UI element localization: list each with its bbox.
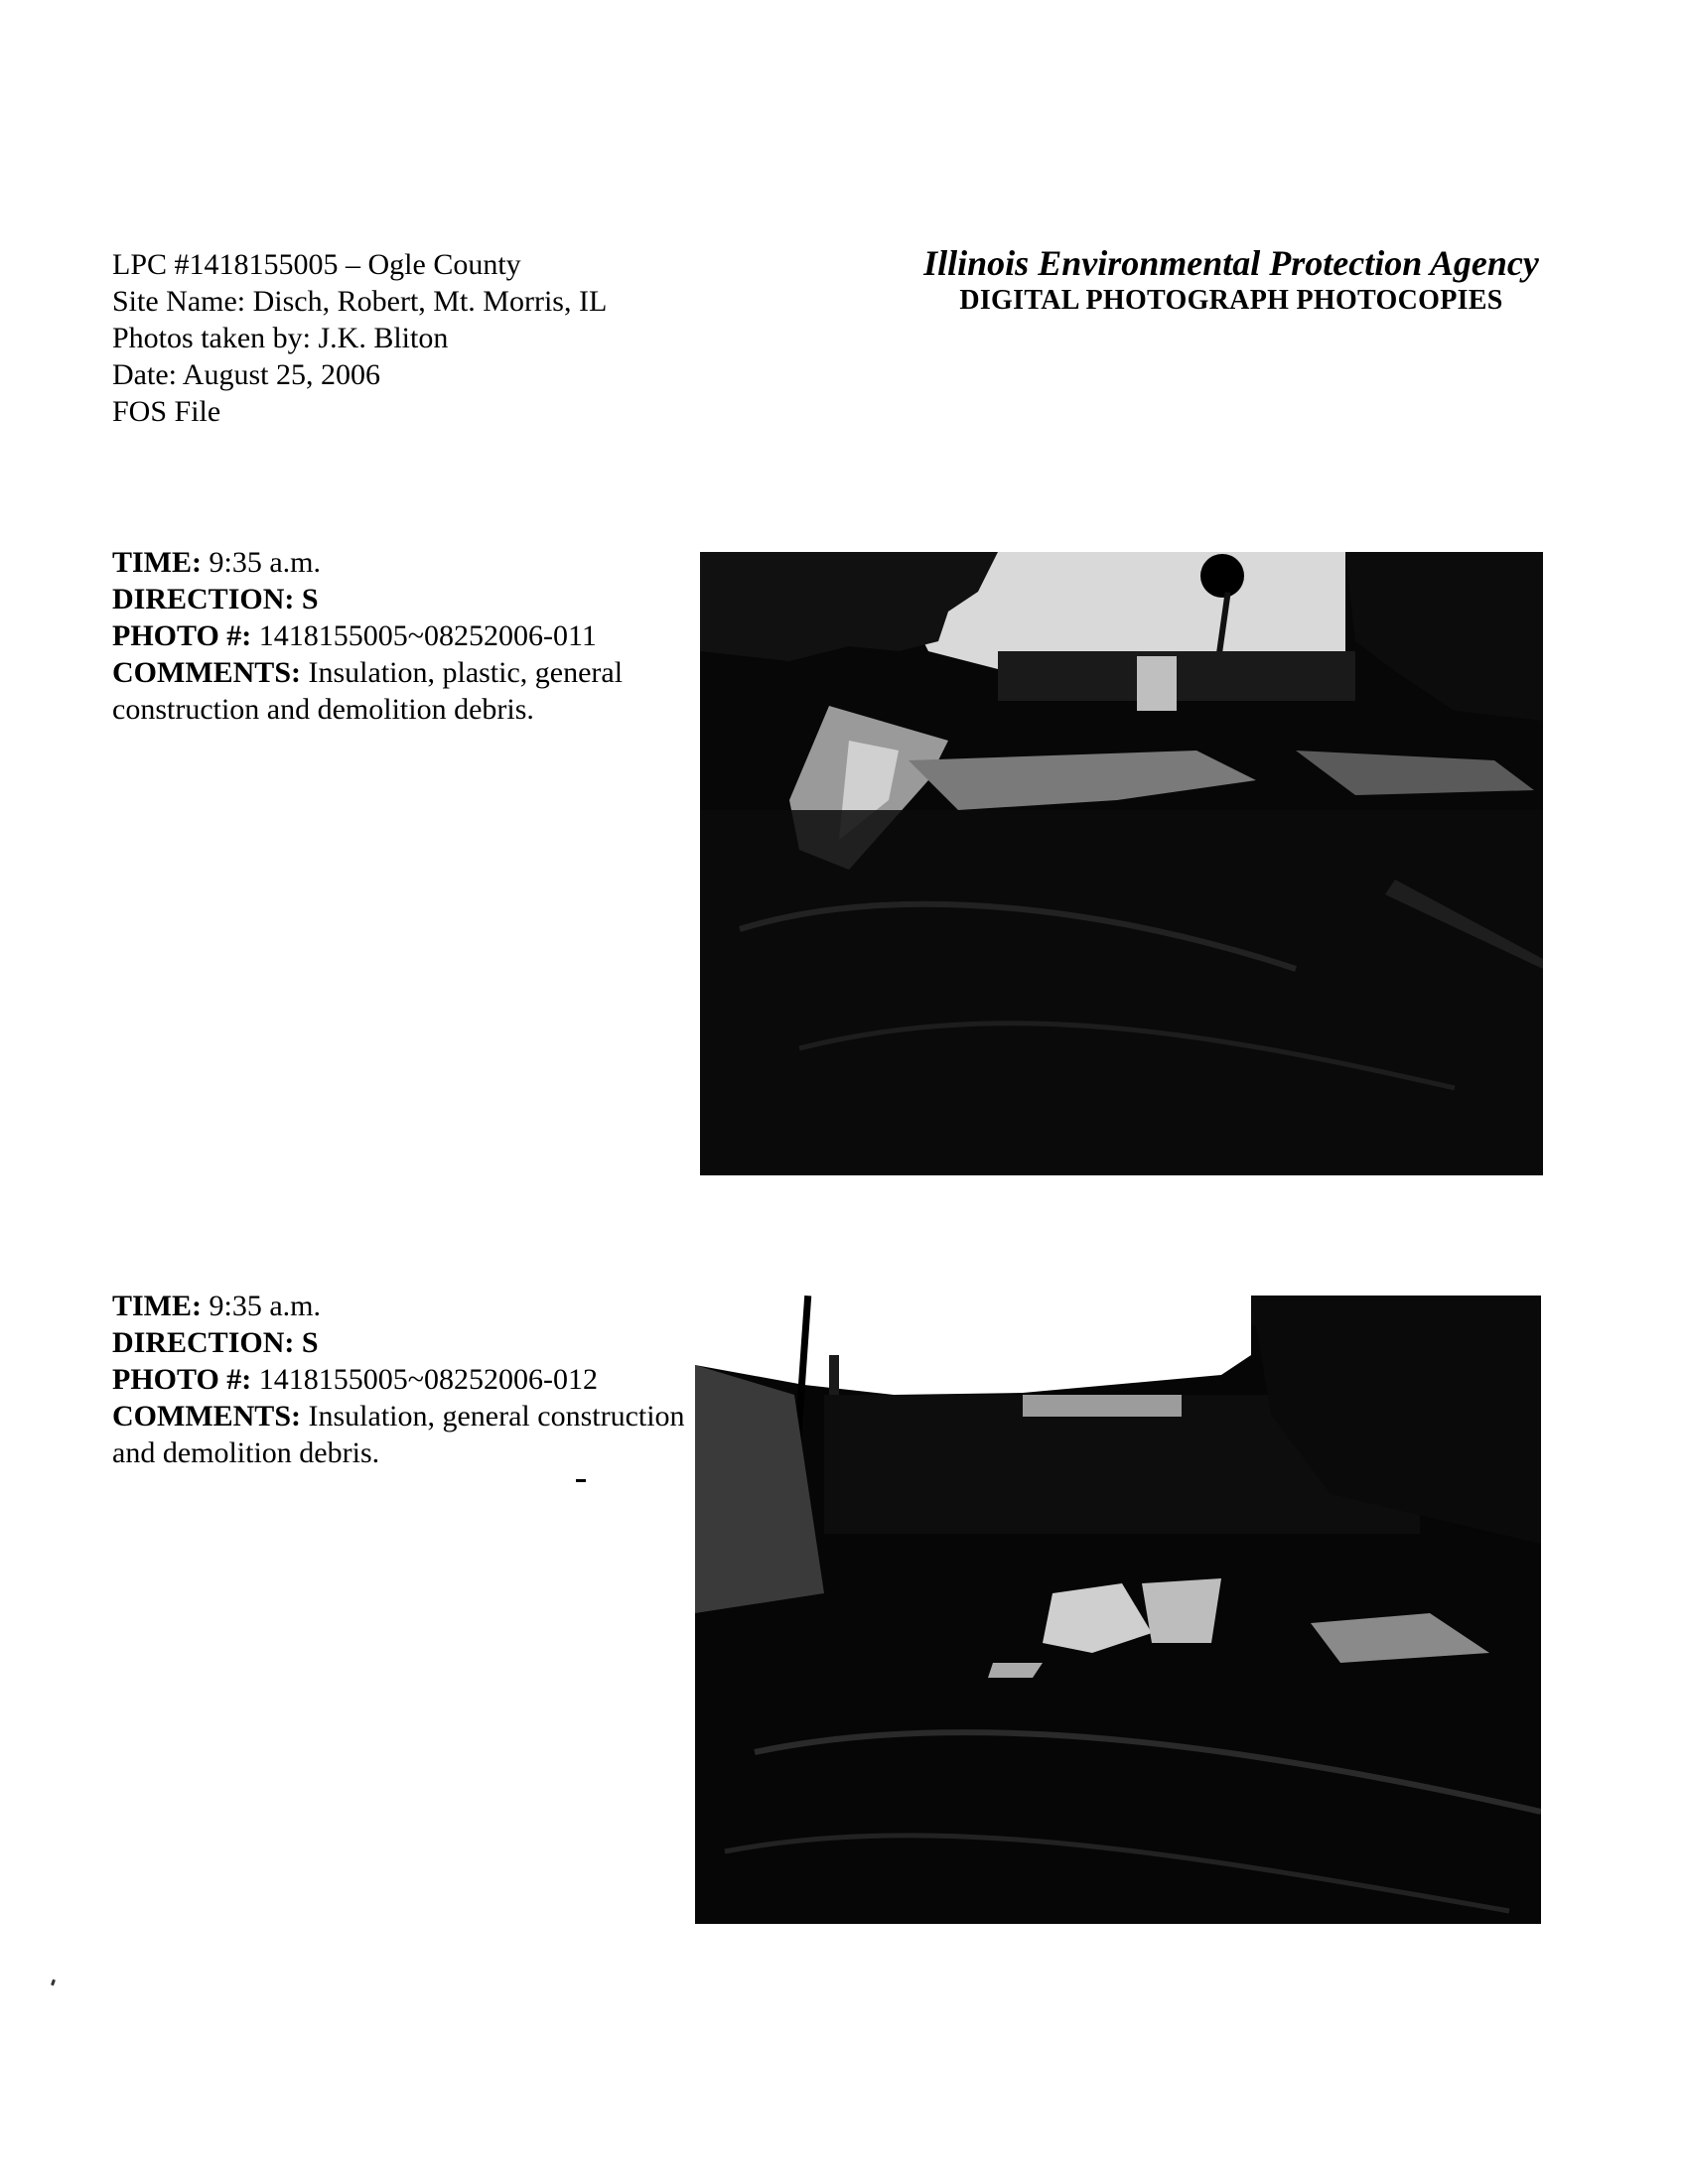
time-row [112,1288,688,1324]
photo-1-caption [112,544,688,728]
direction-value: S [301,583,319,615]
photo-number-value: 1418155005~08252006-012 [258,1363,599,1396]
time-row [112,544,688,581]
photo-2-caption [112,1288,688,1471]
scan-mark [576,1479,586,1482]
date-line: Date: August 25, 2006 [112,358,380,391]
comments-value: Insulation, general construction and demolition debris. [112,1400,685,1469]
time-label: TIME: [112,546,202,579]
photo-number-row [112,1361,688,1398]
comments-label: COMMENTS: [112,1400,301,1433]
site-name-line: Site Name: Disch, Robert, Mt. Morris, IL [112,285,608,318]
file-line: FOS File [112,395,221,428]
site-photo-1 [700,552,1543,1175]
agency-title: Illinois Environmental Protection Agency [923,243,1539,283]
photo-1-image [700,552,1543,1175]
photo-number-value: 1418155005~08252006-011 [258,619,597,652]
scan-speck [51,1979,56,1986]
photographer-line: Photos taken by: J.K. Bliton [112,322,449,354]
photo-number-label: PHOTO #: [112,1363,252,1396]
time-value: 9:35 a.m. [209,546,321,579]
photo-number-label: PHOTO #: [112,619,252,652]
comments-row [112,654,688,728]
site-photo-2 [695,1296,1541,1924]
document-subtitle: DIGITAL PHOTOGRAPH PHOTOCOPIES [959,285,1503,316]
photo-number-row [112,617,688,654]
time-label: TIME: [112,1290,202,1322]
photo-2-image [695,1296,1541,1924]
direction-row [112,581,688,617]
comments-row [112,1398,688,1471]
comments-value: Insulation, plastic, general construction and demolition debris. [112,656,624,726]
direction-row [112,1324,688,1361]
agency-block [894,242,1569,318]
site-info-block [112,246,607,430]
time-value: 9:35 a.m. [209,1290,321,1322]
comments-label: COMMENTS: [112,656,301,689]
direction-value: S [301,1326,319,1359]
direction-label: DIRECTION: [112,1326,295,1359]
lpc-line: LPC #1418155005 – Ogle County [112,248,521,281]
direction-label: DIRECTION: [112,583,295,615]
